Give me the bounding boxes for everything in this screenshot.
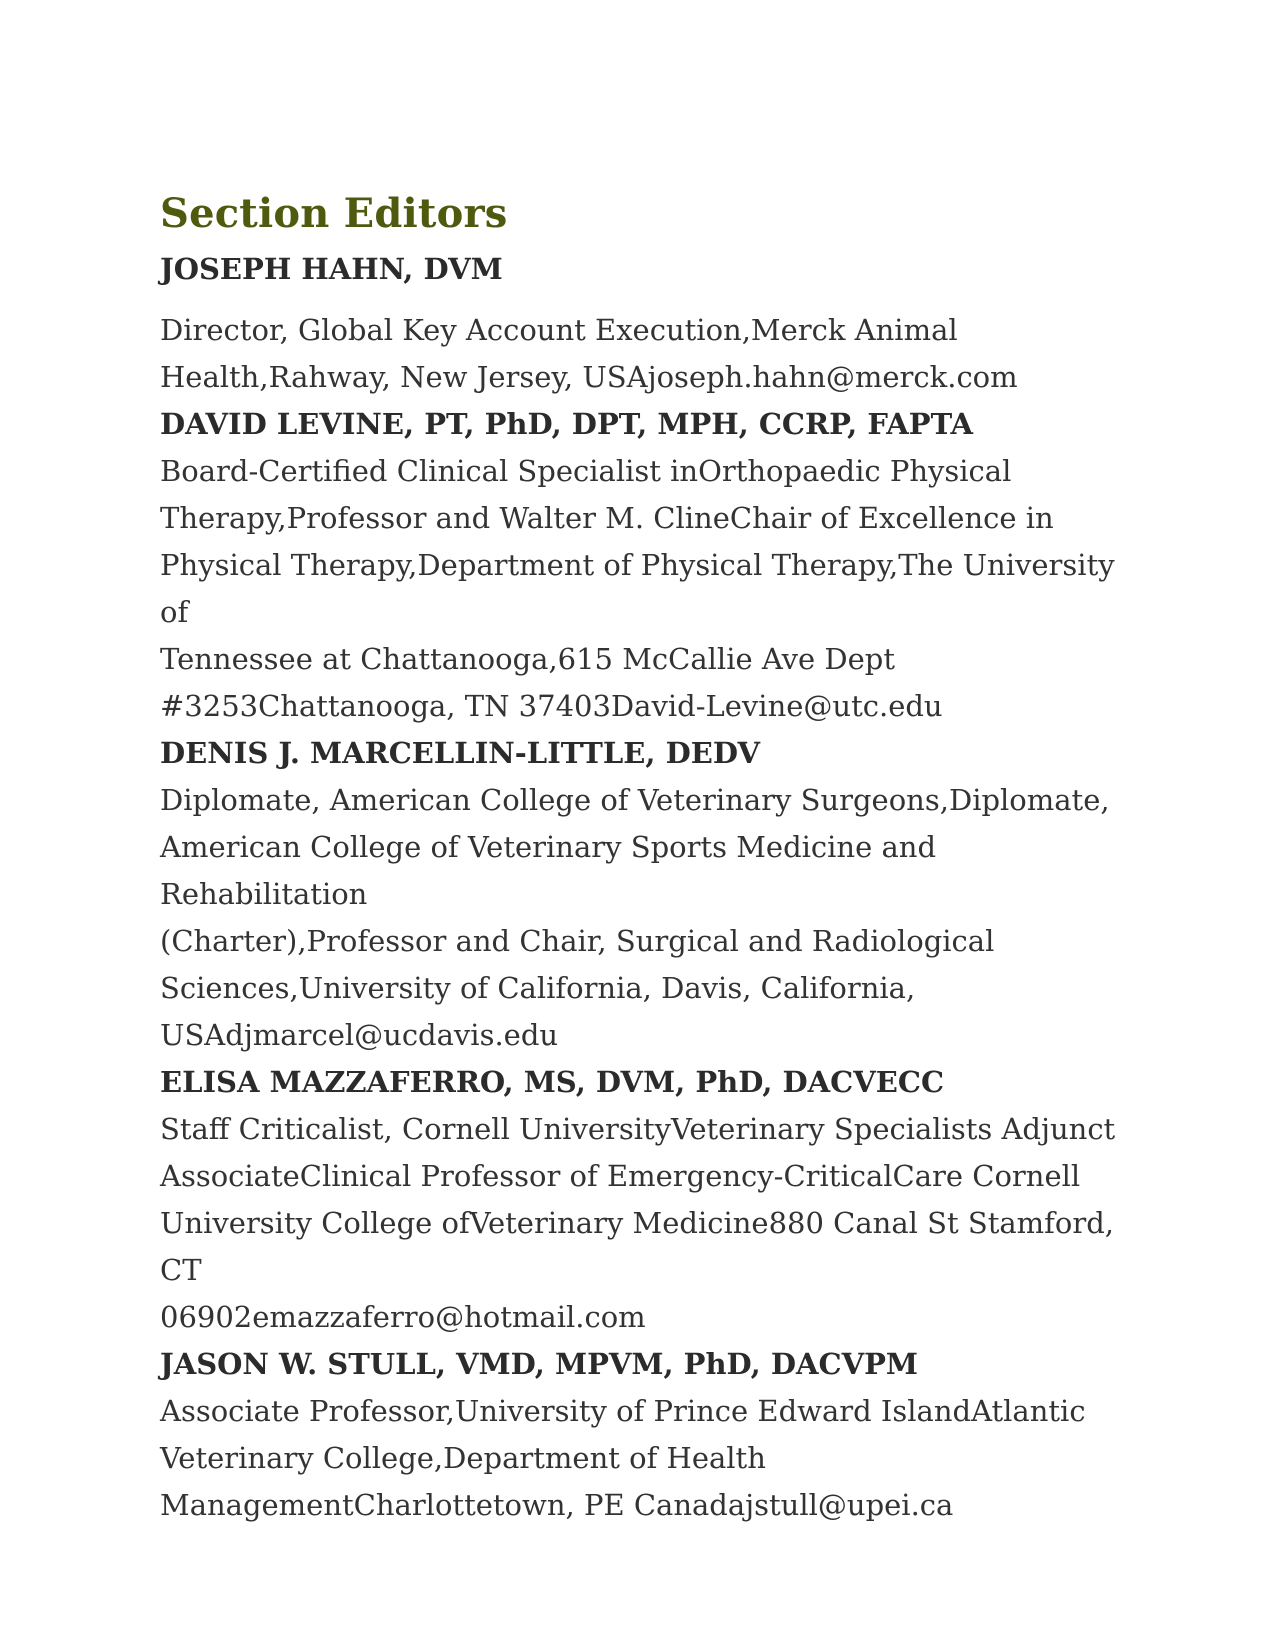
editor-block-marcellin-little <box>160 730 1120 1059</box>
editor-affiliation-line: Tennessee at Chattanooga,615 McCallie Ave Dept <box>160 642 896 676</box>
editor-affiliation-line: ManagementCharlottetown, PE Canadajstull@upei.ca <box>160 1488 954 1522</box>
editor-block-stull <box>160 1341 1120 1529</box>
editor-block-hahn <box>160 246 1120 401</box>
editor-name: DENIS J. MARCELLIN-LITTLE, DEDV <box>160 736 760 770</box>
editor-name: JASON W. STULL, VMD, MPVM, PhD, DACVPM <box>160 1347 919 1381</box>
editor-affiliation-line: Diplomate, American College of Veterinary Surgeons,Diplomate, <box>160 783 1110 817</box>
editor-affiliation-line: Physical Therapy,Department of Physical Therapy,The University of <box>160 548 1115 629</box>
editor-affiliation-line: USAdjmarcel@ucdavis.edu <box>160 1018 559 1052</box>
section-title: Section Editors <box>160 190 508 237</box>
editor-affiliation-line: Board-Certified Clinical Specialist inOrthopaedic Physical <box>160 454 1012 488</box>
editor-list <box>160 246 1120 1529</box>
editor-affiliation-line: Sciences,University of California, Davis, California, <box>160 971 916 1005</box>
editor-affiliation-line: University College ofVeterinary Medicine880 Canal St Stamford, CT <box>160 1206 1114 1287</box>
editor-affiliation-line: Therapy,Professor and Walter M. ClineChair of Excellence in <box>160 501 1054 535</box>
editor-affiliation-line: Staff Criticalist, Cornell UniversityVeterinary Specialists Adjunct <box>160 1112 1116 1146</box>
editor-name: DAVID LEVINE, PT, PhD, DPT, MPH, CCRP, FAPTA <box>160 407 974 441</box>
editor-affiliation-line: Director, Global Key Account Execution,Merck Animal <box>160 313 958 347</box>
editor-block-levine <box>160 401 1120 730</box>
editor-name: ELISA MAZZAFERRO, MS, DVM, PhD, DACVECC <box>160 1065 945 1099</box>
editor-affiliation-line: 06902emazzaferro@hotmail.com <box>160 1300 646 1334</box>
editor-affiliation-line: (Charter),Professor and Chair, Surgical and Radiological <box>160 924 995 958</box>
editor-affiliation-line: AssociateClinical Professor of Emergency-CriticalCare Cornell <box>160 1159 1081 1193</box>
editor-affiliation-line: Health,Rahway, New Jersey, USAjoseph.hahn@merck.com <box>160 360 1018 394</box>
editor-block-mazzaferro <box>160 1059 1120 1341</box>
document-page <box>160 188 1120 1529</box>
editor-affiliation-line: Associate Professor,University of Prince Edward IslandAtlantic <box>160 1394 1086 1428</box>
editor-affiliation-line: #3253Chattanooga, TN 37403David-Levine@utc.edu <box>160 689 943 723</box>
editor-affiliation-line: American College of Veterinary Sports Medicine and Rehabilitation <box>160 830 937 911</box>
editor-name: JOSEPH HAHN, DVM <box>160 252 503 286</box>
editor-affiliation-line: Veterinary College,Department of Health <box>160 1441 766 1475</box>
